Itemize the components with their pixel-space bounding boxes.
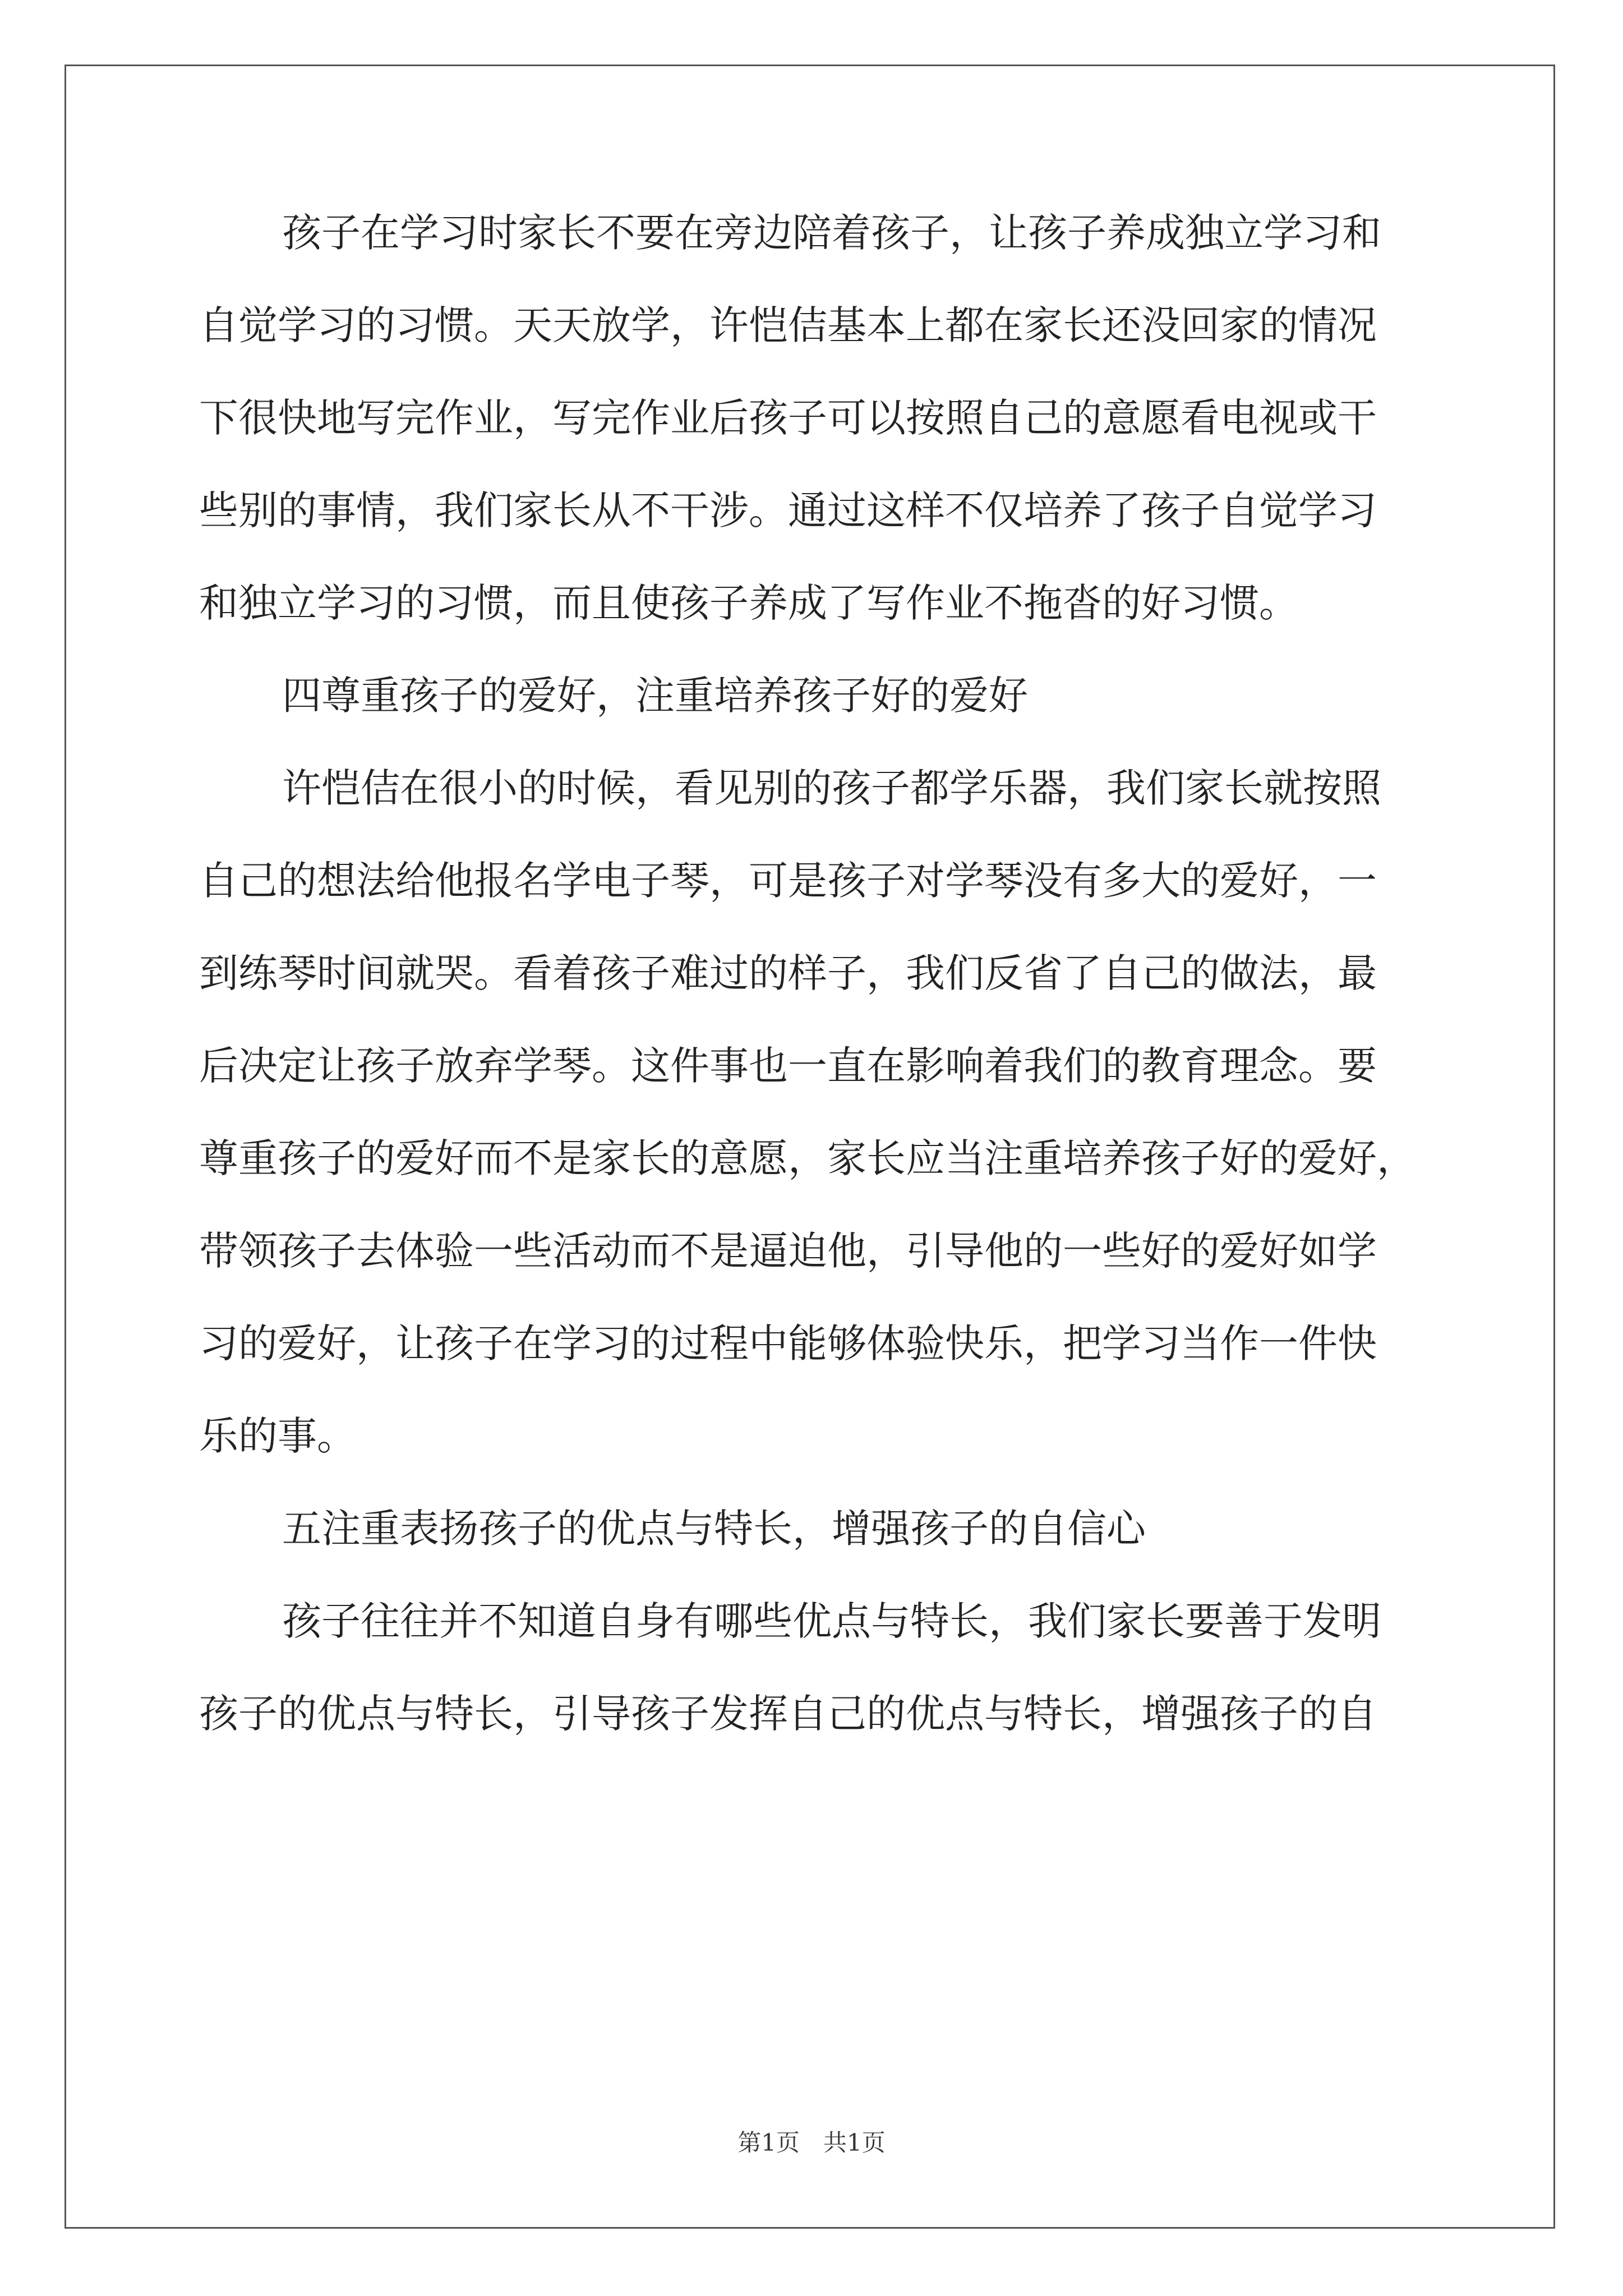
paragraph-line: 带领孩子去体验一些活动而不是逼迫他，引导他的一些好的爱好如学 <box>199 1228 1377 1274</box>
paragraph-line: 些别的事情，我们家长从不干涉。通过这样不仅培养了孩子自觉学习 <box>199 487 1377 533</box>
paragraph-line: 和独立学习的习惯，而且使孩子养成了写作业不拖沓的好习惯。 <box>199 580 1298 626</box>
paragraph-line: 尊重孩子的爱好而不是家长的意愿，家长应当注重培养孩子好的爱好， <box>199 1135 1416 1181</box>
paragraph-line: 习的爱好，让孩子在学习的过程中能够体验快乐，把学习当作一件快 <box>199 1320 1377 1366</box>
paragraph-line: 许恺佶在很小的时候，看见别的孩子都学乐器，我们家长就按照 <box>282 765 1381 811</box>
paragraph-line: 自觉学习的习惯。天天放学，许恺佶基本上都在家长还没回家的情况 <box>199 302 1377 348</box>
paragraph-line: 后决定让孩子放弃学琴。这件事也一直在影响着我们的教育理念。要 <box>199 1043 1377 1089</box>
section-heading: 四尊重孩子的爱好，注重培养孩子好的爱好 <box>282 673 1028 719</box>
paragraph-line: 孩子的优点与特长，引导孩子发挥自己的优点与特长，增强孩子的自 <box>199 1691 1377 1737</box>
paragraph-line: 乐的事。 <box>199 1413 356 1459</box>
paragraph-line: 自己的想法给他报名学电子琴，可是孩子对学琴没有多大的爱好，一 <box>199 858 1377 904</box>
paragraph-line: 到练琴时间就哭。看着孩子难过的样子，我们反省了自己的做法，最 <box>199 950 1377 996</box>
page-number-footer: 第1页 共1页 <box>737 2129 886 2156</box>
paragraph-line: 孩子往往并不知道自身有哪些优点与特长，我们家长要善于发明 <box>282 1598 1381 1644</box>
paragraph-line: 下很快地写完作业，写完作业后孩子可以按照自己的意愿看电视或干 <box>199 395 1377 441</box>
paragraph-line: 孩子在学习时家长不要在旁边陪着孩子，让孩子养成独立学习和 <box>282 210 1381 256</box>
section-heading: 五注重表扬孩子的优点与特长，增强孩子的自信心 <box>282 1506 1146 1552</box>
